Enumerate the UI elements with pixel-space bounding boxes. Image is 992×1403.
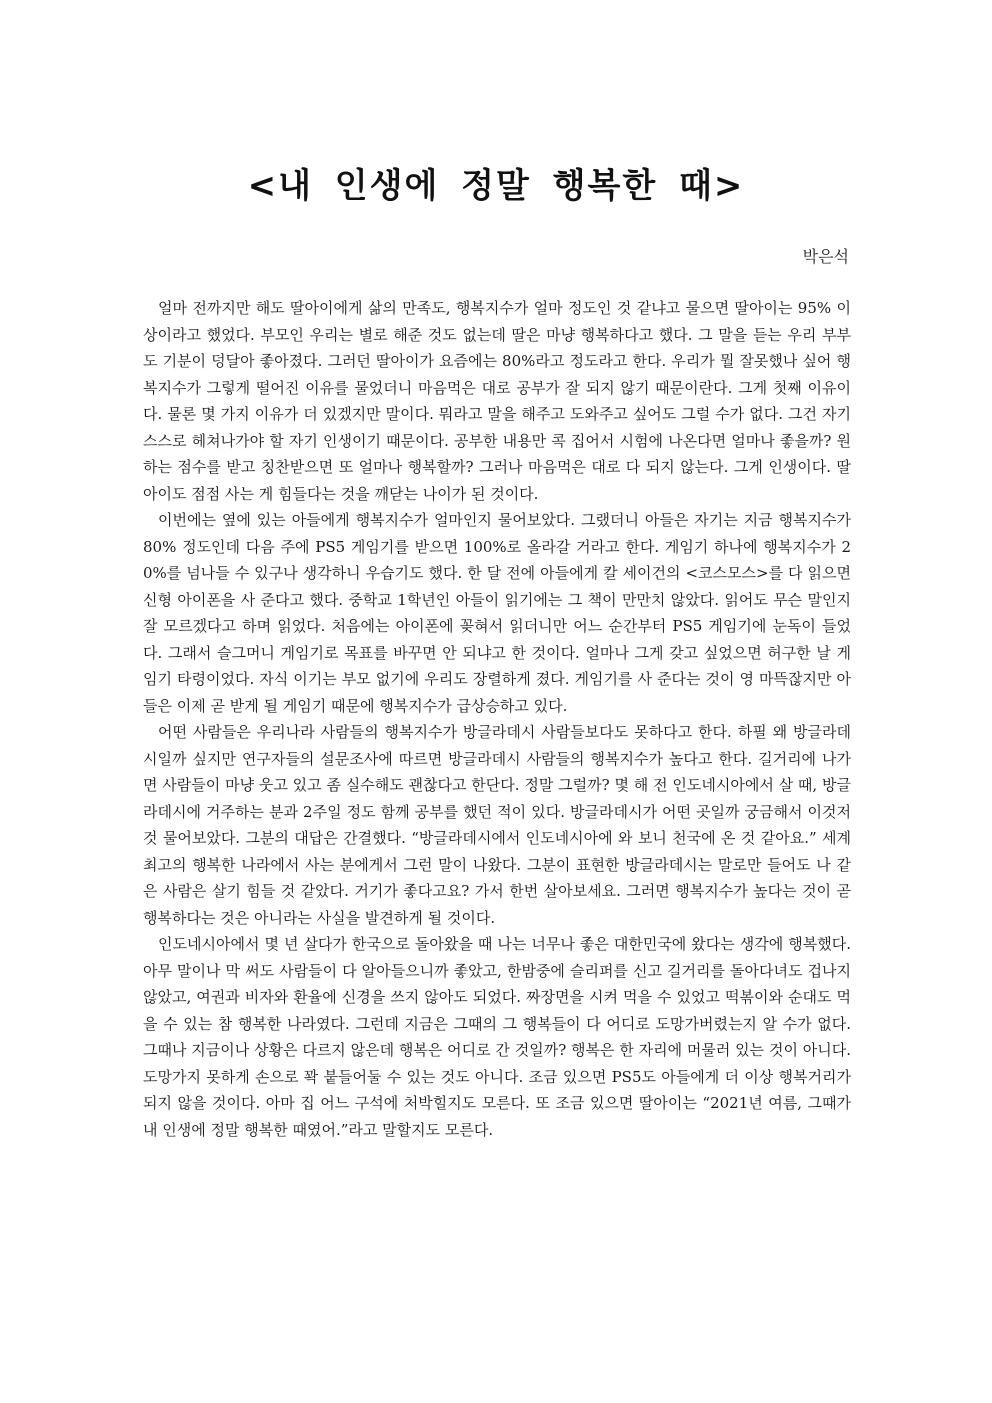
paragraph-1: 얼마 전까지만 해도 딸아이에게 삶의 만족도, 행복지수가 얼마 정도인 것 같냐고 물으면 딸아이는 95% 이상이라고 했었다. 부모인 우리는 별로 해준 것도 없는데 딸은 마냥 행복하다고 했다. 그 말을 듣는 우리 부부도 기분이 덩달아 좋아졌다. 그러던 딸아이가 요즘에는 80%라고 정도라고 한다. 우리가 뭘 잘못했나 싶어 행복지수가 그렇게 떨어진 이유를 물었더니 마음먹은 대로 공부가 잘 되지 않기 때문이란다. 그게 첫째 이유이다. 물론 몇 가지 이유가 더 있겠지만 말이다. 뭐라고 말을 해주고 도와주고 싶어도 그럴 수가 없다. 그건 자기 스스로 헤쳐나가야 할 자기 인생이기 때문이다. 공부한 내용만 콕 집어서 시험에 나온다면 얼마나 좋을까? 원하는 점수를 받고 칭찬받으면 또 얼마나 행복할까? 그러나 마음먹은 대로 다 되지 않는다. 그게 인생이다. 딸아이도 점점 사는 게 힘들다는 것을 깨닫는 나이가 된 것이다. [143,299,851,503]
paragraph-3: 어떤 사람들은 우리나라 사람들의 행복지수가 방글라데시 사람들보다도 못하다고 한다. 하필 왜 방글라데시일까 싶지만 연구자들의 설문조사에 따르면 방글라데시 사람들의 행복지수가 높다고 한다. 길거리에 나가면 사람들이 마냥 웃고 있고 좀 실수해도 괜찮다고 한단다. 정말 그럴까? 몇 해 전 인도네시아에서 살 때, 방글라데시에 거주하는 분과 2주일 정도 함께 공부를 했던 적이 있다. 방글라데시가 어떤 곳일까 궁금해서 이것저것 물어보았다. 그분의 대답은 간결했다. “방글라데시에서 인도네시아에 와 보니 천국에 온 것 같아요.” 세계 최고의 행복한 나라에서 사는 분에게서 그런 말이 나왔다. 그분이 표현한 방글라데시는 말로만 들어도 나 같은 사람은 살기 힘들 것 같았다. 거기가 좋다고요? 가서 한번 살아보세요. 그러면 행복지수가 높다는 것이 곧 행복하다는 것은 아니라는 사실을 발견하게 될 것이다. [143,723,851,927]
paragraph-2: 이번에는 옆에 있는 아들에게 행복지수가 얼마인지 물어보았다. 그랬더니 아들은 자기는 지금 행복지수가 80% 정도인데 다음 주에 PS5 게임기를 받으면 100%로 올라갈 거라고 한다. 게임기 하나에 행복지수가 20%를 넘나들 수 있구나 생각하니 우습기도 했다. 한 달 전에 아들에게 칼 세이건의 <코스모스>를 다 읽으면 신형 아이폰을 사 준다고 했다. 중학교 1학년인 아들이 읽기에는 그 책이 만만치 않았다. 읽어도 무슨 말인지 잘 모르겠다고 하며 읽었다. 처음에는 아이폰에 꽂혀서 읽더니만 어느 순간부터 PS5 게임기에 눈독이 들었다. 그래서 슬그머니 게임기로 목표를 바꾸면 안 되냐고 한 것이다. 얼마나 그게 갖고 싶었으면 허구한 날 게임기 타령이었다. 자식 이기는 부모 없기에 우리도 장렬하게 졌다. 게임기를 사 준다는 것이 영 마뜩잖지만 아들은 이제 곧 받게 될 게임기 때문에 행복지수가 급상승하고 있다. [143,511,851,715]
author-name: 박은석 [802,247,849,266]
paragraph-4: 인도네시아에서 몇 년 살다가 한국으로 돌아왔을 때 나는 너무나 좋은 대한민국에 왔다는 생각에 행복했다. 아무 말이나 막 써도 사람들이 다 알아들으니까 좋았고, 한밤중에 슬리퍼를 신고 길거리를 돌아다녀도 겁나지 않았고, 여권과 비자와 환율에 신경을 쓰지 않아도 되었다. 짜장면을 시켜 먹을 수 있었고 떡볶이와 순대도 먹을 수 있는 참 행복한 나라였다. 그런데 지금은 그때의 그 행복들이 다 어디로 도망가버렸는지 알 수가 없다. 그때나 지금이나 상황은 다르지 않은데 행복은 어디로 간 것일까? 행복은 한 자리에 머물러 있는 것이 아니다. 도망가지 못하게 손으로 꽉 붙들어둘 수 있는 것도 아니다. 조금 있으면 PS5도 아들에게 더 이상 행복거리가 되지 않을 것이다. 아마 집 어느 구석에 처박힐지도 모른다. 또 조금 있으면 딸아이는 “2021년 여름, 그때가 내 인생에 정말 행복한 때였어.”라고 말할지도 모른다. [143,935,851,1139]
essay-body [143,295,851,1143]
page-title: <내 인생에 정말 행복한 때> [247,166,745,206]
